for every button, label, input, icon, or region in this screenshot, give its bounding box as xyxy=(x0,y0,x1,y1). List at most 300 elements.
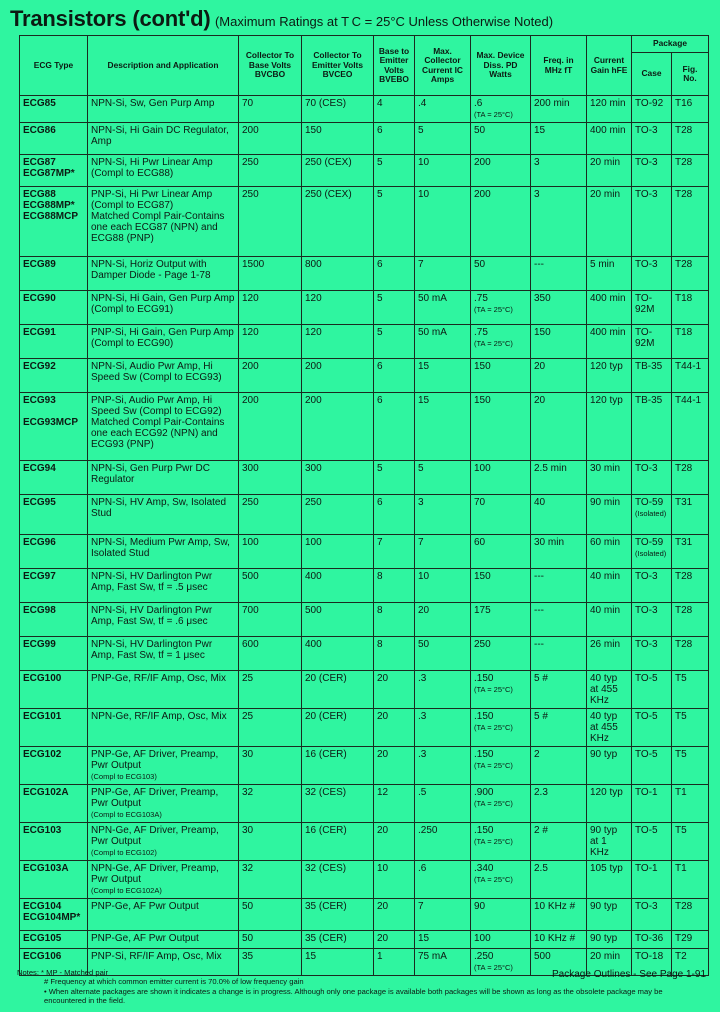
fig-text: T28 xyxy=(675,463,693,474)
bvebo-text: 7 xyxy=(377,537,383,548)
bvebo-text: 20 xyxy=(377,901,389,912)
cell-ic xyxy=(415,899,471,931)
cell-pd xyxy=(471,747,531,785)
bvebo-text: 6 xyxy=(377,259,383,270)
cell-bvceo xyxy=(302,461,374,495)
cell-hfe xyxy=(587,123,632,155)
cell-fig xyxy=(672,747,709,785)
bvceo-text: 70 (CES) xyxy=(305,98,347,109)
cell-fig xyxy=(672,671,709,709)
ft-text: 5 # xyxy=(534,711,548,722)
ft-text: 2.5 xyxy=(534,863,548,874)
case-text: TO-3 xyxy=(635,189,658,200)
cell-bvceo xyxy=(302,823,374,861)
cell-ft xyxy=(531,603,587,637)
type-text: ECG93 xyxy=(23,395,56,406)
pd-text: .150 xyxy=(474,825,494,836)
bvceo-text: 400 xyxy=(305,639,322,650)
hfe-text: 120 min xyxy=(590,98,626,109)
col-header-bvceo: Collector To Emitter Volts BVCEO xyxy=(302,36,374,96)
cell-ft xyxy=(531,535,587,569)
cell-bvebo xyxy=(374,257,415,291)
fig-text: T5 xyxy=(675,673,687,684)
cell-pd xyxy=(471,535,531,569)
bvebo-text: 20 xyxy=(377,673,389,684)
bvebo-text: 20 xyxy=(377,933,389,944)
cell-bvceo xyxy=(302,785,374,823)
cell-desc xyxy=(88,535,239,569)
cell-pd xyxy=(471,291,531,325)
bvceo-text: 250 xyxy=(305,497,322,508)
cell-case xyxy=(632,861,672,899)
cell-bvceo xyxy=(302,393,374,461)
bvebo-text: 5 xyxy=(377,463,383,474)
page-title xyxy=(10,6,553,32)
ic-text: 15 xyxy=(418,933,430,944)
cell-bvcbo xyxy=(239,861,302,899)
pd-text: 150 xyxy=(474,361,491,372)
cell-hfe xyxy=(587,257,632,291)
cell-fig xyxy=(672,123,709,155)
bvceo-text: 16 (CER) xyxy=(305,825,347,836)
cell-bvebo xyxy=(374,291,415,325)
table-body xyxy=(20,96,709,976)
ft-text: 350 xyxy=(534,293,551,304)
cell-fig xyxy=(672,187,709,257)
cell-hfe xyxy=(587,637,632,671)
cell-desc xyxy=(88,899,239,931)
cell-type xyxy=(20,637,88,671)
cell-bvceo xyxy=(302,123,374,155)
ft-text: 5 # xyxy=(534,673,548,684)
bvebo-text: 8 xyxy=(377,639,383,650)
bvebo-text: 20 xyxy=(377,711,389,722)
desc-text: NPN-Si, Hi Gain, Gen Purp Amp (Compl to ECG91) xyxy=(91,293,235,315)
cell-bvcbo xyxy=(239,96,302,123)
cell-ic xyxy=(415,155,471,187)
cell-hfe xyxy=(587,535,632,569)
cell-ft xyxy=(531,461,587,495)
note-line: • When alternate packages are shown it indicates a change is in progress. Although only one package is available both packages will be shown as long as the obsolete package may be encountered in the field. xyxy=(44,986,663,1006)
type-text: ECG92 xyxy=(23,361,56,372)
fig-text: T28 xyxy=(675,125,693,136)
fig-text: T44-1 xyxy=(675,361,702,372)
cell-bvebo xyxy=(374,96,415,123)
pd-text: 50 xyxy=(474,125,486,136)
desc-text: PNP-Si, Audio Pwr Amp, Hi Speed Sw (Compl to ECG92) xyxy=(91,395,222,417)
ft-text: 40 xyxy=(534,497,546,508)
ic-text: 7 xyxy=(418,537,424,548)
cell-bvcbo xyxy=(239,569,302,603)
table-row xyxy=(20,187,709,257)
cell-bvceo xyxy=(302,257,374,291)
table-row xyxy=(20,785,709,823)
bvcbo-text: 50 xyxy=(242,901,254,912)
cell-bvcbo xyxy=(239,187,302,257)
case-text: TO-36 xyxy=(635,933,664,944)
pd-note-text: (TA = 25°C) xyxy=(474,723,513,732)
desc-note-text: (Compl to ECG102) xyxy=(91,848,157,857)
pd-note-text: (TA = 25°C) xyxy=(474,110,513,119)
table-row xyxy=(20,495,709,535)
cell-bvebo xyxy=(374,393,415,461)
pd-note-text: (TA = 25°C) xyxy=(474,837,513,846)
cell-fig xyxy=(672,359,709,393)
bvebo-text: 20 xyxy=(377,749,389,760)
cell-type xyxy=(20,96,88,123)
ic-text: 20 xyxy=(418,605,430,616)
case-text: TO-3 xyxy=(635,157,658,168)
bvcbo-text: 250 xyxy=(242,497,259,508)
cell-desc xyxy=(88,187,239,257)
bvebo-text: 10 xyxy=(377,863,389,874)
desc-text: NPN-Ge, AF Driver, Preamp, Pwr Output xyxy=(91,825,219,847)
fig-text: T2 xyxy=(675,951,687,962)
cell-bvcbo xyxy=(239,671,302,709)
cell-fig xyxy=(672,461,709,495)
cell-ft xyxy=(531,123,587,155)
cell-type xyxy=(20,495,88,535)
col-header-pd: Max. Device Diss. PD Watts xyxy=(471,36,531,96)
cell-case xyxy=(632,569,672,603)
table-row xyxy=(20,291,709,325)
type-text: ECG105 xyxy=(23,933,62,944)
cell-bvceo xyxy=(302,495,374,535)
cell-case xyxy=(632,155,672,187)
fig-text: T28 xyxy=(675,639,693,650)
type-text: ECG88MP* xyxy=(23,200,75,211)
bvcbo-text: 1500 xyxy=(242,259,265,270)
ic-text: 7 xyxy=(418,259,424,270)
bvcbo-text: 25 xyxy=(242,673,254,684)
cell-bvebo xyxy=(374,155,415,187)
cell-desc xyxy=(88,461,239,495)
table-row xyxy=(20,899,709,931)
desc-text: NPN-Si, Horiz Output with Damper Diode - Page 1-78 xyxy=(91,259,211,281)
ft-text: --- xyxy=(534,605,544,616)
pd-note-text: (TA = 25°C) xyxy=(474,305,513,314)
cell-case xyxy=(632,187,672,257)
fig-text: T28 xyxy=(675,189,693,200)
cell-hfe xyxy=(587,359,632,393)
cell-case xyxy=(632,495,672,535)
fig-text: T44-1 xyxy=(675,395,702,406)
type-text: ECG87MP* xyxy=(23,168,75,179)
desc-text: PNP-Si, Hi Gain, Gen Purp Amp (Compl to ECG90) xyxy=(91,327,234,349)
cell-bvcbo xyxy=(239,899,302,931)
desc-text: NPN-Ge, RF/IF Amp, Osc, Mix xyxy=(91,711,227,722)
cell-fig xyxy=(672,637,709,671)
type-text: ECG96 xyxy=(23,537,56,548)
cell-type xyxy=(20,393,88,461)
cell-hfe xyxy=(587,747,632,785)
bvebo-text: 1 xyxy=(377,951,383,962)
bvcbo-text: 700 xyxy=(242,605,259,616)
ic-text: .3 xyxy=(418,711,427,722)
table-row xyxy=(20,709,709,747)
cell-ft xyxy=(531,785,587,823)
cell-pd xyxy=(471,569,531,603)
ic-text: .250 xyxy=(418,825,438,836)
bvcbo-text: 30 xyxy=(242,749,254,760)
bvcbo-text: 500 xyxy=(242,571,259,582)
cell-pd xyxy=(471,823,531,861)
case-text: TO-59 xyxy=(635,537,664,548)
pd-text: .150 xyxy=(474,711,494,722)
cell-desc xyxy=(88,603,239,637)
ic-text: 3 xyxy=(418,497,424,508)
case-text: TB-35 xyxy=(635,361,663,372)
title-main: Transistors (cont'd) xyxy=(10,6,211,31)
desc-text: NPN-Si, Hi Gain DC Regulator, Amp xyxy=(91,125,229,147)
cell-type xyxy=(20,187,88,257)
bvcbo-text: 35 xyxy=(242,951,254,962)
type-text: ECG88MCP xyxy=(23,211,79,222)
cell-case xyxy=(632,461,672,495)
cell-fig xyxy=(672,96,709,123)
cell-desc xyxy=(88,709,239,747)
bvceo-text: 15 xyxy=(305,951,317,962)
case-text: TO-3 xyxy=(635,125,658,136)
cell-ft xyxy=(531,325,587,359)
cell-hfe xyxy=(587,325,632,359)
table-row xyxy=(20,603,709,637)
bvceo-text: 20 (CER) xyxy=(305,711,347,722)
cell-bvebo xyxy=(374,861,415,899)
cell-ft xyxy=(531,709,587,747)
type-text: ECG104 xyxy=(23,901,62,912)
cell-hfe xyxy=(587,603,632,637)
cell-bvebo xyxy=(374,709,415,747)
cell-desc xyxy=(88,861,239,899)
cell-type xyxy=(20,709,88,747)
pd-note-text: (TA = 25°C) xyxy=(474,963,513,972)
case-text: TB-35 xyxy=(635,395,663,406)
pd-text: .900 xyxy=(474,787,494,798)
bvcbo-text: 70 xyxy=(242,98,254,109)
pd-note-text: (TA = 25°C) xyxy=(474,875,513,884)
fig-text: T18 xyxy=(675,327,693,338)
cell-type xyxy=(20,257,88,291)
hfe-text: 20 min xyxy=(590,951,621,962)
pd-text: 50 xyxy=(474,259,486,270)
col-header-fig: Fig. No. xyxy=(672,53,709,96)
bvceo-text: 32 (CES) xyxy=(305,863,347,874)
cell-ic xyxy=(415,931,471,949)
cell-ft xyxy=(531,861,587,899)
cell-pd xyxy=(471,187,531,257)
cell-bvcbo xyxy=(239,931,302,949)
cell-ft xyxy=(531,747,587,785)
hfe-text: 40 min xyxy=(590,605,621,616)
fig-text: T16 xyxy=(675,98,693,109)
table-row xyxy=(20,96,709,123)
cell-pd xyxy=(471,461,531,495)
bvceo-text: 150 xyxy=(305,125,322,136)
pd-text: 200 xyxy=(474,157,491,168)
cell-fig xyxy=(672,861,709,899)
cell-bvcbo xyxy=(239,535,302,569)
cell-ft xyxy=(531,637,587,671)
ft-text: 200 min xyxy=(534,98,570,109)
cell-hfe xyxy=(587,569,632,603)
case-text: TO-3 xyxy=(635,639,658,650)
cell-desc xyxy=(88,931,239,949)
cell-pd xyxy=(471,671,531,709)
cell-pd xyxy=(471,359,531,393)
pd-text: 90 xyxy=(474,901,486,912)
cell-fig xyxy=(672,291,709,325)
bvceo-text: 120 xyxy=(305,293,322,304)
cell-case xyxy=(632,96,672,123)
hfe-text: 60 min xyxy=(590,537,621,548)
cell-case xyxy=(632,823,672,861)
cell-type xyxy=(20,861,88,899)
cell-ic xyxy=(415,823,471,861)
bvceo-text: 120 xyxy=(305,327,322,338)
cell-bvcbo xyxy=(239,257,302,291)
cell-bvebo xyxy=(374,931,415,949)
cell-bvebo xyxy=(374,187,415,257)
cell-pd xyxy=(471,637,531,671)
bvebo-text: 4 xyxy=(377,98,383,109)
pd-text: 250 xyxy=(474,639,491,650)
desc-text: PNP-Si, RF/IF Amp, Osc, Mix xyxy=(91,951,222,962)
ft-text: 2.5 min xyxy=(534,463,567,474)
ic-text: 15 xyxy=(418,361,430,372)
hfe-text: 20 min xyxy=(590,157,621,168)
pd-text: 175 xyxy=(474,605,491,616)
cell-desc xyxy=(88,325,239,359)
bvcbo-text: 250 xyxy=(242,157,259,168)
cell-bvceo xyxy=(302,637,374,671)
type-text: ECG90 xyxy=(23,293,56,304)
hfe-text: 40 min xyxy=(590,571,621,582)
bvebo-text: 6 xyxy=(377,395,383,406)
transistor-ratings-table xyxy=(19,35,709,976)
pd-text: 100 xyxy=(474,463,491,474)
ic-text: 7 xyxy=(418,901,424,912)
cell-type xyxy=(20,359,88,393)
cell-type xyxy=(20,123,88,155)
case-text: TO-5 xyxy=(635,673,658,684)
bvceo-text: 200 xyxy=(305,395,322,406)
cell-ic xyxy=(415,187,471,257)
cell-bvceo xyxy=(302,603,374,637)
desc-text: NPN-Si, HV Darlington Pwr Amp, Fast Sw, tf = .5 μsec xyxy=(91,571,213,593)
fig-text: T28 xyxy=(675,571,693,582)
desc-text: NPN-Si, Gen Purp Pwr DC Regulator xyxy=(91,463,210,485)
table-row xyxy=(20,747,709,785)
ic-text: 75 mA xyxy=(418,951,447,962)
type-text: ECG104MP* xyxy=(23,912,81,923)
cell-bvcbo xyxy=(239,709,302,747)
bvebo-text: 20 xyxy=(377,825,389,836)
hfe-text: 90 typ xyxy=(590,901,618,912)
cell-desc xyxy=(88,257,239,291)
cell-ft xyxy=(531,569,587,603)
hfe-text: 90 typ at 1 KHz xyxy=(590,825,618,858)
bvceo-text: 35 (CER) xyxy=(305,933,347,944)
ic-text: 5 xyxy=(418,125,424,136)
cell-case xyxy=(632,899,672,931)
fig-text: T28 xyxy=(675,157,693,168)
desc-note-text: (Compl to ECG102A) xyxy=(91,886,162,895)
cell-desc xyxy=(88,569,239,603)
cell-fig xyxy=(672,155,709,187)
cell-desc xyxy=(88,393,239,461)
desc-text: PNP-Ge, AF Pwr Output xyxy=(91,901,199,912)
cell-pd xyxy=(471,785,531,823)
cell-type xyxy=(20,603,88,637)
cell-ft xyxy=(531,187,587,257)
fig-text: T1 xyxy=(675,863,687,874)
type-text: ECG95 xyxy=(23,497,56,508)
pd-note-text: (TA = 25°C) xyxy=(474,685,513,694)
cell-fig xyxy=(672,495,709,535)
desc-text: PNP-Si, Hi Pwr Linear Amp (Compl to ECG87) xyxy=(91,189,213,211)
ic-text: .3 xyxy=(418,673,427,684)
bvcbo-text: 100 xyxy=(242,537,259,548)
pd-text: .150 xyxy=(474,673,494,684)
cell-pd xyxy=(471,123,531,155)
hfe-text: 90 min xyxy=(590,497,621,508)
cell-hfe xyxy=(587,187,632,257)
ft-text: 2 # xyxy=(534,825,548,836)
cell-ic xyxy=(415,291,471,325)
col-header-ic: Max. Collector Current IC Amps xyxy=(415,36,471,96)
cell-fig xyxy=(672,325,709,359)
cell-type xyxy=(20,569,88,603)
cell-pd xyxy=(471,931,531,949)
desc-text: Matched Compl Pair-Contains one each ECG92 (NPN) and ECG93 (PNP) xyxy=(91,417,225,450)
hfe-text: 30 min xyxy=(590,463,621,474)
table-row xyxy=(20,155,709,187)
cell-bvebo xyxy=(374,495,415,535)
col-header-type: ECG Type xyxy=(20,36,88,96)
cell-desc xyxy=(88,96,239,123)
cell-ic xyxy=(415,603,471,637)
fig-text: T18 xyxy=(675,293,693,304)
type-text: ECG87 xyxy=(23,157,56,168)
cell-type xyxy=(20,461,88,495)
ft-text: 500 xyxy=(534,951,551,962)
cell-case xyxy=(632,393,672,461)
cell-case xyxy=(632,709,672,747)
cell-ft xyxy=(531,155,587,187)
bvcbo-text: 300 xyxy=(242,463,259,474)
bvebo-text: 8 xyxy=(377,571,383,582)
cell-desc xyxy=(88,155,239,187)
cell-fig xyxy=(672,899,709,931)
cell-bvcbo xyxy=(239,325,302,359)
table-row xyxy=(20,671,709,709)
ft-text: 150 xyxy=(534,327,551,338)
type-text: ECG103 xyxy=(23,825,62,836)
desc-note-text: (Compl to ECG103A) xyxy=(91,810,162,819)
type-text: ECG98 xyxy=(23,605,56,616)
pd-note-text: (TA = 25°C) xyxy=(474,799,513,808)
table-row xyxy=(20,325,709,359)
cell-bvceo xyxy=(302,671,374,709)
cell-hfe xyxy=(587,709,632,747)
pd-text: .150 xyxy=(474,749,494,760)
table-row xyxy=(20,535,709,569)
case-text: TO-92M xyxy=(635,293,655,315)
cell-bvebo xyxy=(374,569,415,603)
cell-bvcbo xyxy=(239,359,302,393)
ic-text: 50 mA xyxy=(418,327,447,338)
